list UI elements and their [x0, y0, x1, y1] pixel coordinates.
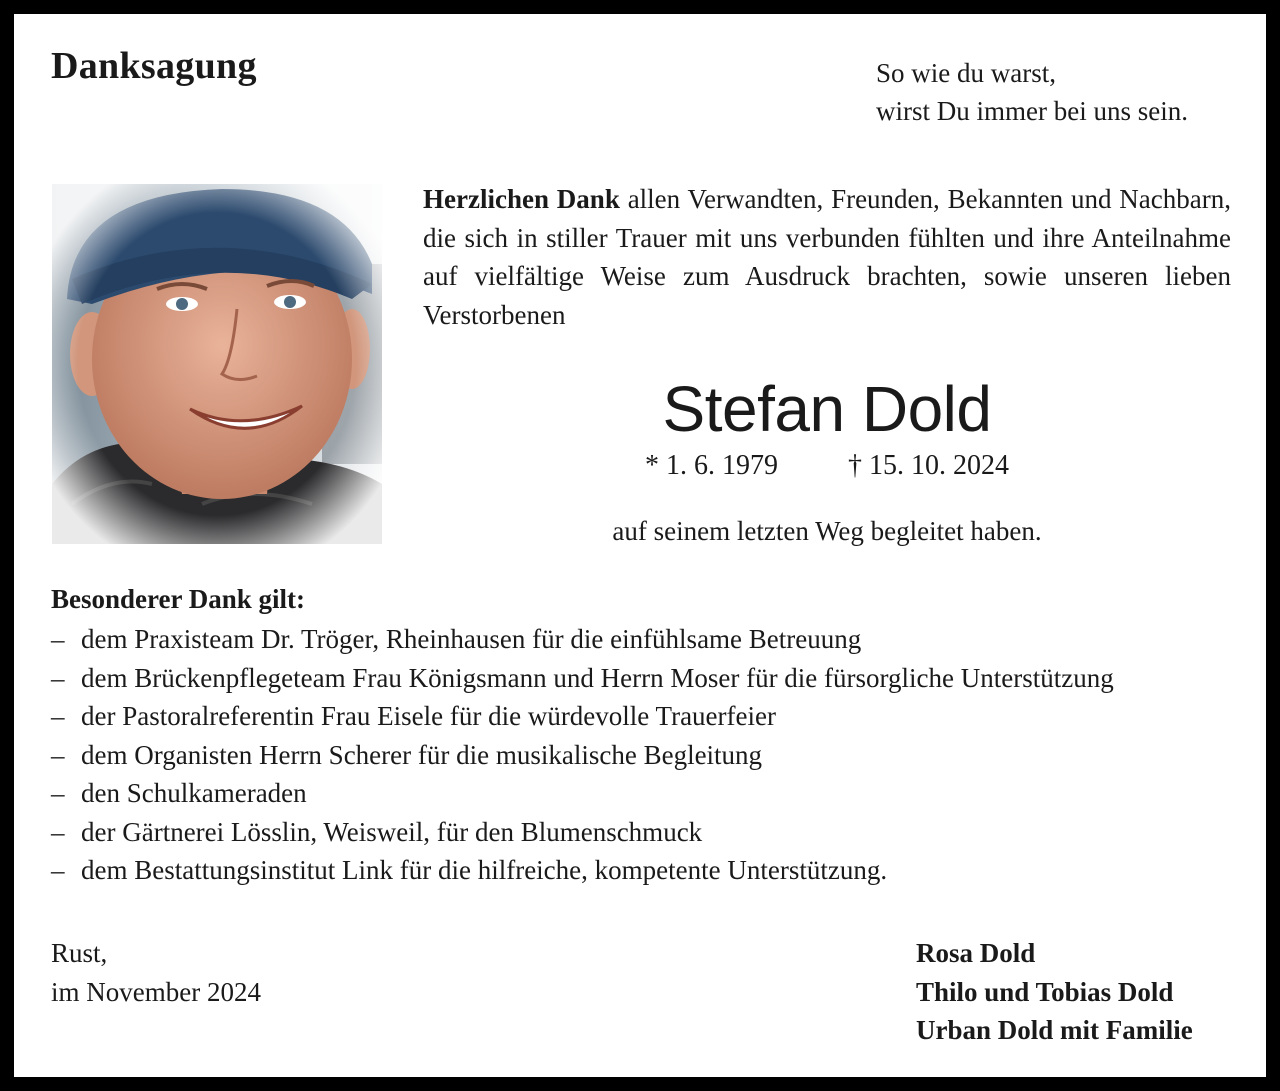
special-thanks-list: [51, 620, 1114, 890]
signer-name: Rosa Dold: [916, 938, 1036, 968]
portrait-photo-image: [52, 184, 382, 544]
list-item: [51, 736, 1114, 775]
birth-date: * 1. 6. 1979: [645, 450, 778, 481]
dash-bullet: –: [51, 624, 65, 654]
dash-bullet: –: [51, 701, 65, 731]
motto-line-2: wirst Du immer bei uns sein.: [876, 96, 1188, 126]
list-item-text: dem Brückenpflegeteam Frau Königsmann und Herrn Moser für die fürsorgliche Unterstützung: [81, 662, 1114, 693]
list-item-text: dem Organisten Herrn Scherer für die musikalische Begleitung: [81, 739, 763, 770]
intro-bold: Herzlichen Dank: [423, 184, 620, 214]
signers: [916, 934, 1193, 1050]
dash-bullet: –: [51, 778, 65, 808]
list-item-text: den Schulkameraden: [81, 778, 307, 808]
dash-bullet: –: [51, 739, 65, 770]
signer-name: Urban Dold mit Familie: [916, 1015, 1193, 1045]
motto: [876, 54, 1188, 130]
dash-bullet: –: [51, 855, 65, 885]
obituary-notice: [14, 14, 1266, 1077]
list-item: [51, 659, 1114, 698]
portrait-photo: [52, 184, 382, 544]
death-date: † 15. 10. 2024: [848, 450, 1009, 481]
list-item: [51, 697, 1114, 736]
list-item: [51, 774, 1114, 813]
motto-line-1: So wie du warst,: [876, 58, 1056, 88]
list-item-text: dem Bestattungsinstitut Link für die hilfreiche, kompetente Unterstützung.: [81, 855, 888, 885]
list-item-text: der Pastoralreferentin Frau Eisele für die würdevolle Trauerfeier: [81, 701, 776, 731]
signer-name: Thilo und Tobias Dold: [916, 976, 1174, 1007]
dash-bullet: –: [51, 816, 65, 847]
list-item: [51, 851, 1114, 890]
intro-paragraph: [423, 180, 1231, 334]
place-and-date: [51, 934, 261, 1011]
place: Rust,: [51, 938, 108, 968]
life-dates: [423, 450, 1231, 482]
date: im November 2024: [51, 976, 261, 1007]
list-item: [51, 813, 1114, 852]
ending-line: auf seinem letzten Weg begleitet haben.: [612, 516, 1042, 546]
list-item-text: dem Praxisteam Dr. Tröger, Rheinhausen für die einfühlsame Betreuung: [81, 624, 862, 654]
page-title: Danksagung: [51, 45, 257, 87]
list-item-text: der Gärtnerei Lösslin, Weisweil, für den Blumenschmuck: [81, 816, 703, 847]
deceased-name: Stefan Dold: [662, 373, 992, 445]
intro-text: allen Verwandten, Freunden, Bekannten und Nachbarn, die sich in stiller Trauer mit uns verbunden fühlten und ihre Anteilnahme auf vielfältige Weise zum Ausdruck brachten, sowie unseren lieben Verstorbenen: [423, 184, 1231, 330]
list-item: [51, 620, 1114, 659]
dash-bullet: –: [51, 662, 65, 693]
special-thanks-heading: Besonderer Dank gilt:: [51, 584, 306, 614]
